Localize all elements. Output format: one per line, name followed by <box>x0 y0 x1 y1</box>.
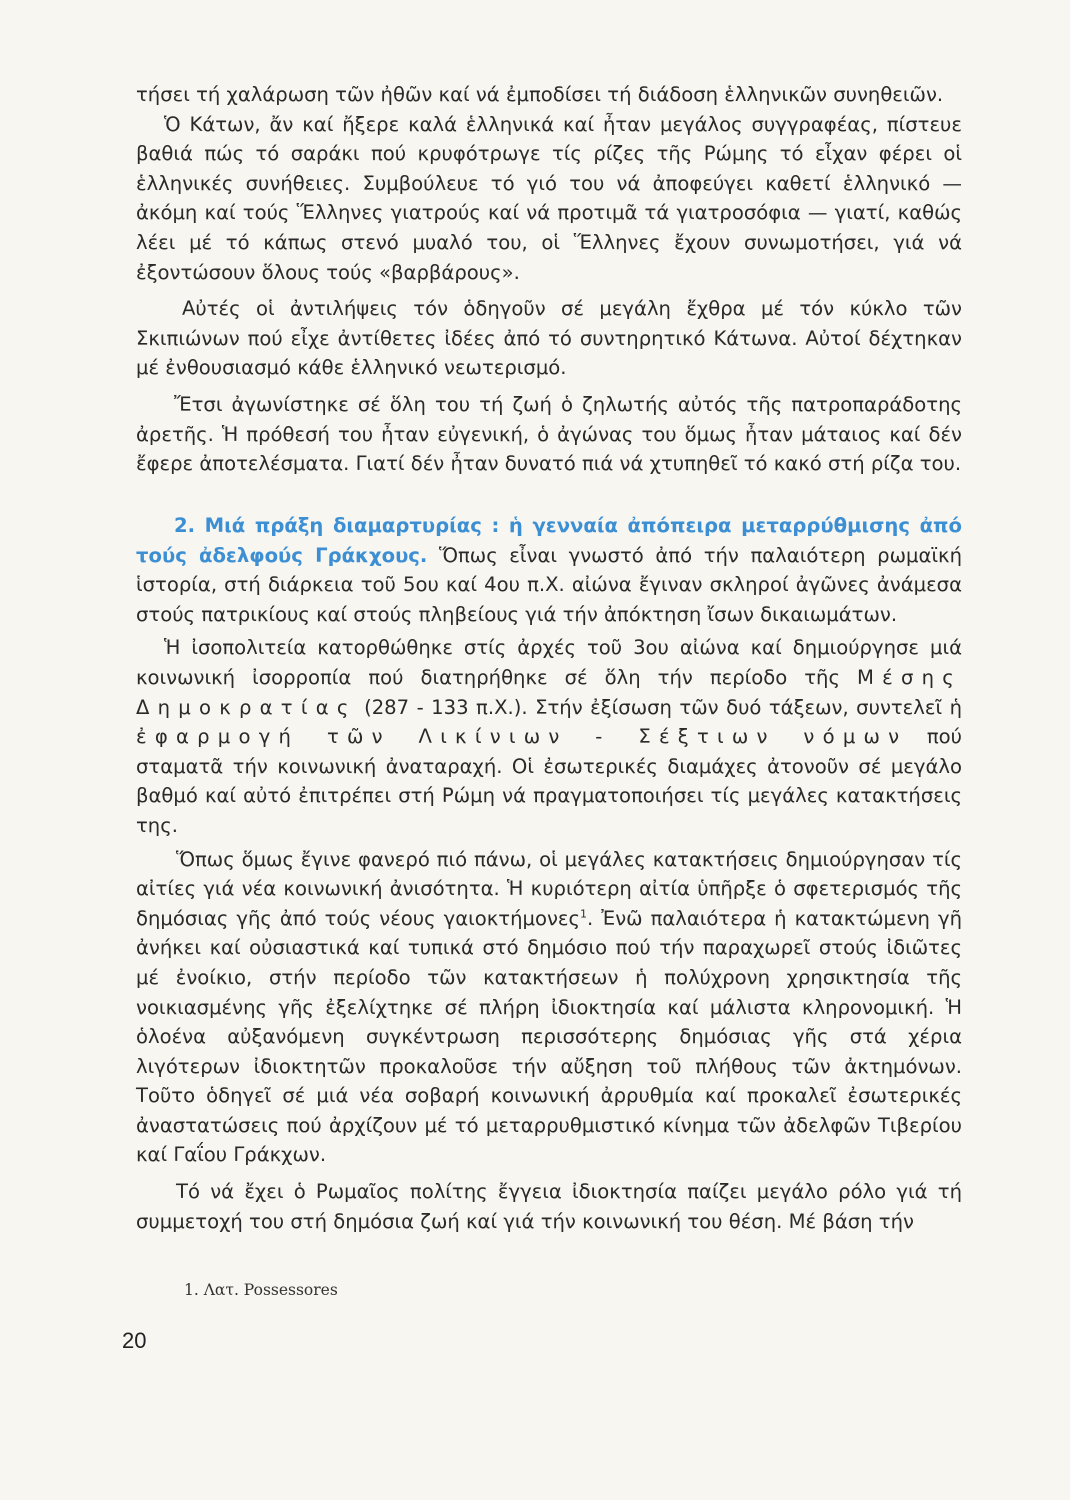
footnote-ref: 1 <box>580 907 588 921</box>
section-heading: 2. Μιά πράξη διαμαρτυρίας : ἡ γενναία ἀπόπειρα μεταρρύθμισης ἀπό τούς ἀδελφούς Γράκχους. <box>136 514 962 567</box>
paragraph-continuation: τήσει τή χαλάρωση τῶν ἠθῶν καί νά ἐμποδίσει τή διάδοση ἑλληνικῶν συνηθειῶν. <box>136 83 944 106</box>
isopoliteia-text-b: (287 - 133 π.Χ.). Στήν ἐξίσωση τῶν δυό τάξεων, συντελεῖ ἡ <box>356 695 962 719</box>
opos-text-a: Ὅπως ὅμως ἔγινε φανερό πιό πάνω, οἱ μεγάλες κατακτήσεις δημιούργησαν τίς αἰτίες γιά νέα κοινωνική ἀνισότητα. Ἡ κυριότερη αἰτία ὑπῆρξε ὁ σφετερισμός τῆς δημόσιας γῆς ἀπό τούς νέους γαιοκτήμονες <box>136 847 962 930</box>
paragraph-last: Τό νά ἔχει ὁ Ρωμαῖος πολίτης ἔγγεια ἰδιοκτησία παίζει μεγάλο ρόλο γιά τή συμμετοχή του στή δημόσια ζωή καί γιά τήν κοινωνική του θέση. Μέ βάση τήν <box>136 1180 962 1233</box>
opos-text-b: . Ἐνῶ παλαιότερα ἡ κατακτώμενη γῆ ἀνήκει καί οὐσιαστικά καί τυπικά στό δημόσιο πού τήν παραχωρεῖ στούς ἰδιῶτες μέ ἐνοίκιο, στήν περίοδο τῶν κατακτήσεων ἡ πολύχρονη χρησικτησία τῆς νοικιασμένης γῆς ἐξελίχτηκε σέ πλήρη ἰδιοκτησία καί μάλιστα κληρονομική. Ἡ ὁλοένα αὐξανόμενη συγκέντρωση περισσότερης δημόσιας γῆς στά χέρια λιγότερων ἰδιοκτητῶν προκαλοῦσε τήν αὔξηση τοῦ πλήθους τῶν ἀκτημόνων. Τοῦτο ὁδηγεῖ σέ μιά νέα σοβαρή κοινωνική ἀρρυθμία καί προκαλεῖ ἐσωτερικές ἀναστατώσεις πού ἀρχίζουν μέ τό μεταρρυθμιστικό κίνημα τῶν ἀδελφῶν Τιβερίου καί Γαΐου Γράκχων. <box>136 906 962 1167</box>
isopoliteia-text-a: Ἡ ἰσοπολιτεία κατορθώθηκε στίς ἀρχές τοῦ 3ου αἰώνα καί δημιούργησε μιά κοινωνική ἰσορροπία πού διατηρήθηκε σέ ὅλη τήν περίοδο τῆς <box>136 636 962 689</box>
isopoliteia-text-c: πού σταματᾶ τήν κοινωνική ἀναταραχή. Οἱ ἐσωτερικές διαμάχες ἀτονοῦν σέ μεγάλο βαθμό καί αὐτό ἐπιτρέπει στή Ρώμη νά πραγματοποιήσει τίς μεγάλες κατακτήσεις της. <box>136 725 962 837</box>
section-intro-text: Ὅπως εἶναι γνωστό ἀπό τήν παλαιότερη ρωμαϊκή ἱστορία, στή διάρκεια τοῦ 5ου καί 4ου π.Χ. αἰώνα ἔγιναν σκληροί ἀγῶνες ἀνάμεσα στούς πατρικίους καί στούς πληβείους γιά τήν ἀπόκτηση ἴσων δικαιωμάτων. <box>136 543 962 626</box>
paragraph-etsi: Ἔτσι ἀγωνίστηκε σέ ὅλη του τή ζωή ὁ ζηλωτής αὐτός τῆς πατροπαράδοτης ἀρετῆς. Ἡ πρόθεσή του ἦταν εὐγενική, ὁ ἀγώνας του ὅμως ἦταν μάταιος καί δέν ἔφερε ἀποτελέσματα. Γιατί δέν ἦταν δυνατό πιά νά χτυπηθεῖ τό κακό στή ρίζα του. <box>136 392 962 476</box>
section-heading-paragraph <box>136 511 962 629</box>
spaced-term-mesi-dimokratia: Μέσης Δημοκρατίας <box>136 665 962 719</box>
paragraph-isopoliteia <box>136 633 962 840</box>
top-text-block <box>136 80 962 479</box>
page-number: 20 <box>122 1328 147 1353</box>
paragraph-katon: Ὁ Κάτων, ἄν καί ἤξερε καλά ἑλληνικά καί ἦταν μεγάλος συγγραφέας, πίστευε βαθιά πώς τό σαράκι πού κρυφότρωγε τίς ρίζες τῆς Ρώμης τό εἶχαν φέρει οἱ ἑλληνικές συνήθειες. Συμβούλευε τό γιό του νά ἀποφεύγει καθετί ἑλληνικό — ἀκόμη καί τούς Ἕλληνες γιατρούς καί νά προτιμᾶ τά γιατροσόφια — γιατί, καθώς λέει μέ τό κάπως στενό μυαλό του, οἱ Ἕλληνες ἔχουν συνωμοτήσει, γιά νά ἐξοντώσουν ὅλους τούς «βαρβάρους». <box>136 112 962 284</box>
paragraph-opos <box>136 845 962 1171</box>
paragraph-antilipseis: Αὐτές οἱ ἀντιλήψεις τόν ὁδηγοῦν σέ μεγάλη ἔχθρα μέ τόν κύκλο τῶν Σκιπιώνων πού εἶχε ἀντίθετες ἰδέες ἀπό τό συντηρητικό Κάτωνα. Αὐτοί δέχτηκαν μέ ἐνθουσιασμό κάθε ἑλληνικό νεωτερισμό. <box>136 297 962 380</box>
section-2-block <box>136 511 962 1236</box>
spaced-term-likinioi-nomoi: ἐφαρμογή τῶν Λικίνιων - Σέξτιων νόμων <box>136 725 908 749</box>
footnote: 1. Λατ. Possessores <box>184 1281 338 1299</box>
